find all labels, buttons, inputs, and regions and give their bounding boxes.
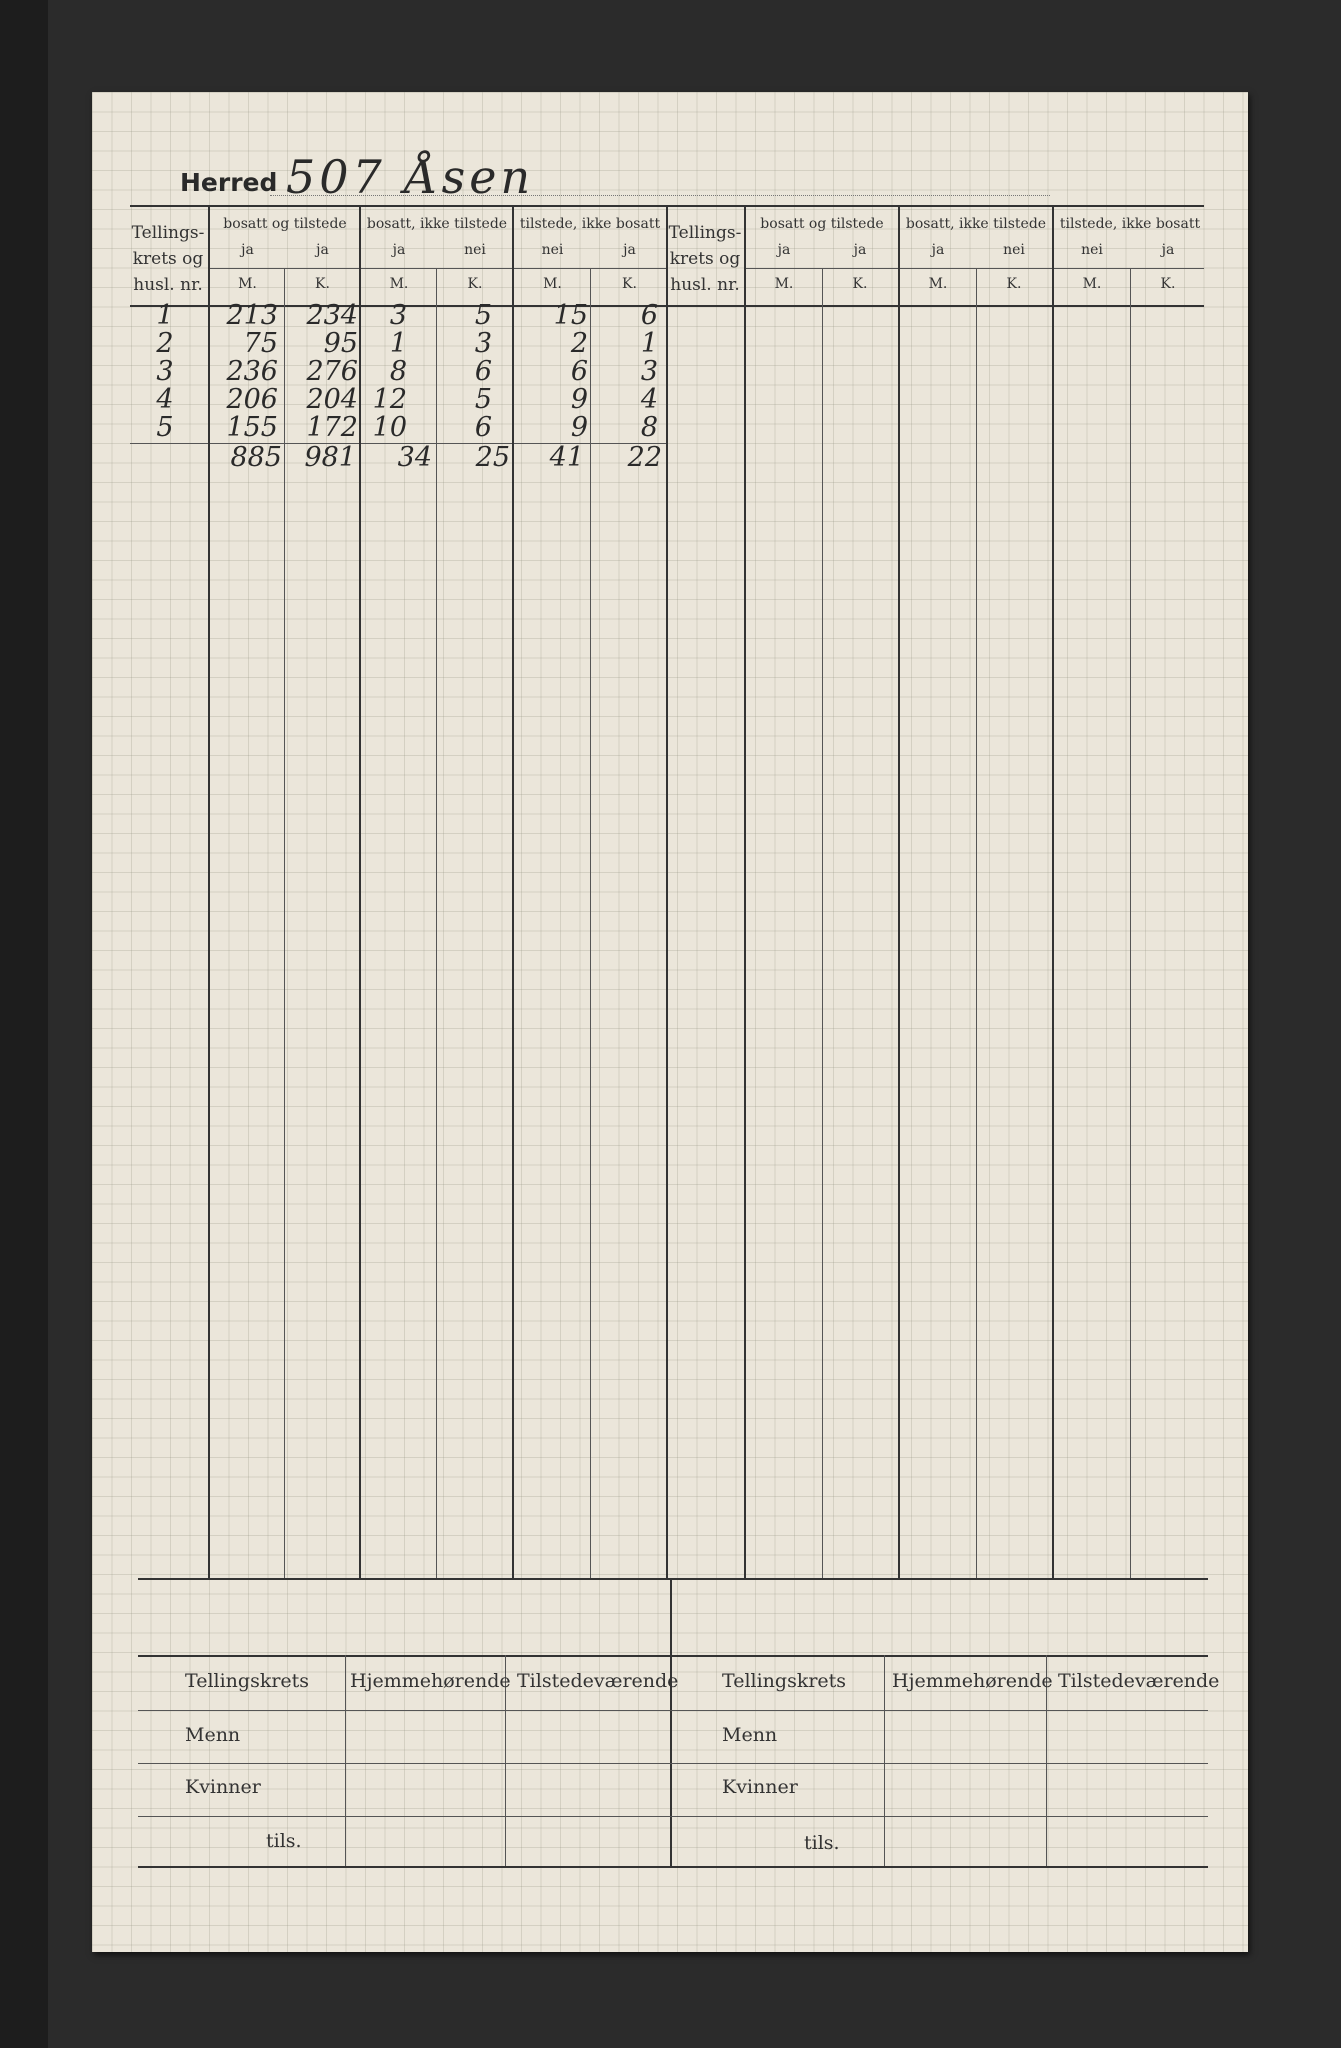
summary-header-tellingskrets: Tellingskrets — [722, 1670, 847, 1692]
summary-bottom-rule — [138, 1866, 1208, 1868]
sex-header-m: M. — [238, 276, 257, 292]
cell-value: 204 — [306, 384, 358, 415]
cell-value: 155 — [226, 412, 278, 443]
sex-header-k: K. — [467, 276, 483, 292]
cell-value: 2 — [570, 328, 588, 359]
summary-row-tils: tils. — [266, 1830, 302, 1852]
total-value: 34 — [397, 442, 432, 473]
herred-dotted-line — [270, 195, 1050, 196]
cell-value: 5 — [474, 384, 492, 415]
col-rule — [359, 205, 361, 1578]
group-title-bosatt-og-tilstede: bosatt og tilstede — [223, 216, 347, 232]
col-rule — [1130, 268, 1131, 1578]
sex-header-m: M. — [543, 276, 562, 292]
cell-value: 172 — [306, 412, 358, 443]
cell-value: 9 — [570, 412, 588, 443]
center-divider-rule — [666, 205, 668, 1578]
cell-value: 1 — [640, 328, 658, 359]
cell-value: 6 — [640, 300, 658, 331]
sub-header: ja — [241, 242, 254, 258]
key-column-header: Tellings- krets og husl. nr. — [668, 223, 742, 295]
summary-header-tilstedevaerende: Tilstedeværende — [517, 1670, 679, 1692]
total-value: 885 — [230, 442, 282, 473]
cell-value: 9 — [570, 384, 588, 415]
col-rule — [284, 268, 285, 1578]
sub-header: nei — [1003, 242, 1025, 258]
sub-header: nei — [1081, 242, 1103, 258]
group-title-tilstede-ikke-bosatt: tilstede, ikke bosatt — [519, 216, 661, 232]
sub-header: ja — [316, 242, 329, 258]
group-title-bosatt-og-tilstede: bosatt og tilstede — [760, 216, 884, 232]
sex-header-k: K. — [852, 276, 868, 292]
table-bottom-rule — [138, 1578, 1208, 1580]
summary-row-kvinner: Kvinner — [185, 1776, 261, 1798]
cell-value: 4 — [640, 384, 658, 415]
sub-header: nei — [541, 242, 564, 258]
sex-header-m: M. — [1082, 276, 1102, 292]
cell-value: 75 — [243, 328, 278, 359]
summary-row-menn: Menn — [722, 1724, 778, 1746]
cell-value: 6 — [570, 356, 588, 387]
summary-rule — [138, 1816, 1208, 1817]
summary-rule — [138, 1763, 1208, 1764]
group-title-bosatt-ikke-tilstede: bosatt, ikke tilstede — [366, 216, 508, 232]
summary-header-tilstedevaerende: Tilstedeværende — [1058, 1670, 1220, 1692]
col-rule — [590, 268, 591, 1578]
sub-header: ja — [853, 242, 867, 258]
cell-value: 213 — [226, 300, 278, 331]
sex-header-k: K. — [622, 276, 637, 292]
key-column-header: Tellings- krets og husl. nr. — [131, 223, 205, 295]
cell-value: 95 — [323, 328, 358, 359]
sex-header-m: M. — [928, 276, 948, 292]
summary-col-rule — [345, 1655, 346, 1866]
col-rule — [1052, 205, 1054, 1578]
sex-header-k: K. — [1160, 276, 1176, 292]
col-rule — [744, 205, 746, 1578]
cell-value: 8 — [640, 412, 658, 443]
krets-number: 4 — [156, 384, 174, 415]
col-rule — [436, 268, 437, 1578]
summary-top-rule — [138, 1655, 1208, 1657]
cell-value: 5 — [474, 300, 492, 331]
summary-header-hjemmehorende: Hjemmehørende — [350, 1670, 511, 1692]
krets-number: 5 — [156, 412, 174, 443]
cell-value: 8 — [389, 356, 407, 387]
total-value: 25 — [475, 442, 510, 473]
summary-header-hjemmehorende: Hjemmehørende — [892, 1670, 1053, 1692]
sub-header: nei — [464, 242, 486, 258]
group-title-tilstede-ikke-bosatt: tilstede, ikke bosatt — [1059, 216, 1201, 232]
left-subheader-rule — [210, 268, 666, 269]
sub-header: ja — [623, 242, 636, 258]
cell-value: 15 — [553, 300, 588, 331]
krets-number: 3 — [156, 356, 174, 387]
col-rule — [976, 268, 977, 1578]
col-rule — [512, 205, 514, 1578]
cell-value: 3 — [474, 328, 492, 359]
summary-col-rule — [884, 1655, 885, 1866]
sub-header: ja — [1161, 242, 1175, 258]
sub-header: ja — [392, 242, 406, 258]
sub-header: ja — [777, 242, 791, 258]
herred-label: Herred — [180, 168, 278, 197]
herred-handwritten-value: 507 Åsen — [286, 150, 535, 204]
krets-number: 2 — [156, 328, 174, 359]
col-rule — [898, 205, 900, 1578]
cell-value: 10 — [372, 412, 407, 443]
sex-header-m: M. — [774, 276, 794, 292]
cell-value: 6 — [474, 356, 492, 387]
cell-value: 1 — [389, 328, 407, 359]
summary-rule — [138, 1710, 1208, 1711]
cell-value: 3 — [389, 300, 407, 331]
cell-value: 3 — [640, 356, 658, 387]
cell-value: 12 — [372, 384, 407, 415]
right-subheader-rule — [744, 268, 1204, 269]
total-value: 22 — [627, 442, 662, 473]
sex-header-k: K. — [1006, 276, 1022, 292]
cell-value: 6 — [474, 412, 492, 443]
sex-header-m: M. — [389, 276, 409, 292]
summary-row-kvinner: Kvinner — [722, 1776, 798, 1798]
summary-row-menn: Menn — [185, 1724, 241, 1746]
total-value: 41 — [549, 442, 584, 473]
summary-row-tils: tils. — [804, 1832, 840, 1854]
cell-value: 276 — [306, 356, 358, 387]
sub-header: ja — [931, 242, 945, 258]
cell-value: 234 — [306, 300, 358, 331]
summary-center-divider — [670, 1578, 672, 1868]
krets-number: 1 — [156, 300, 174, 331]
col-rule — [822, 268, 823, 1578]
sex-header-k: K. — [315, 276, 330, 292]
cell-value: 206 — [226, 384, 278, 415]
col-rule — [208, 205, 210, 1578]
total-value: 981 — [304, 442, 356, 473]
cell-value: 236 — [226, 356, 278, 387]
binder-spine — [0, 0, 48, 2048]
group-title-bosatt-ikke-tilstede: bosatt, ikke tilstede — [905, 216, 1047, 232]
summary-header-tellingskrets: Tellingskrets — [185, 1670, 310, 1692]
